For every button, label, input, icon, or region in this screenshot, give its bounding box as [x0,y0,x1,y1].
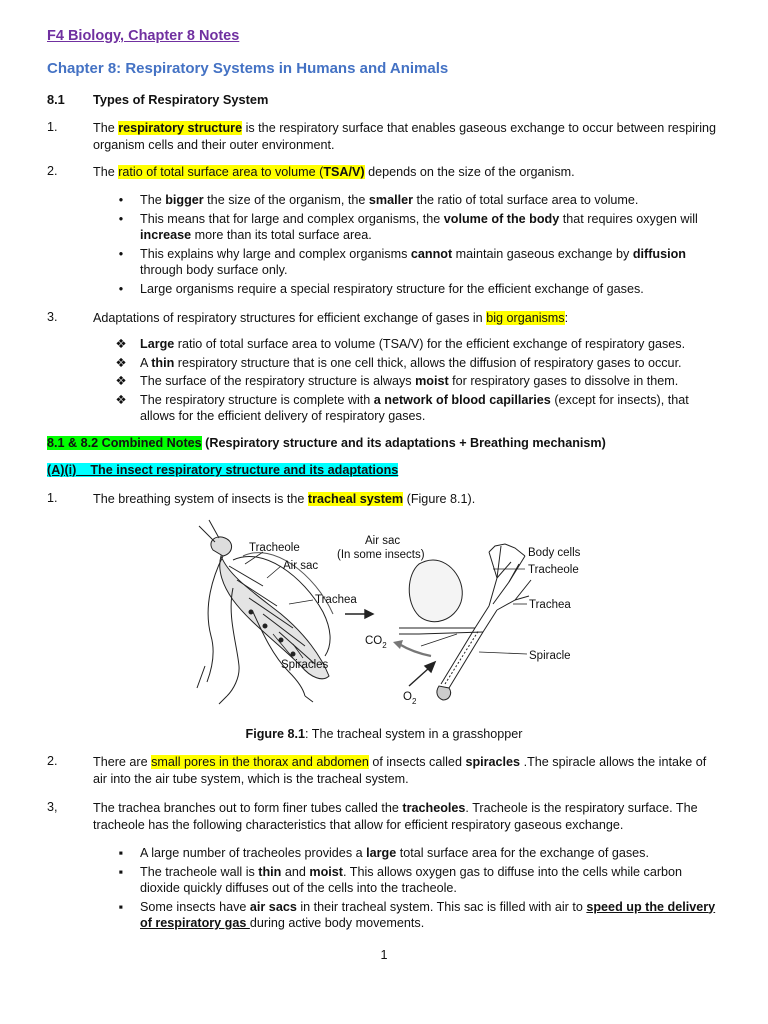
chapter-heading: Chapter 8: Respiratory Systems in Humans and Animals [47,60,449,77]
paragraph-tsa-ratio: The ratio of total surface area to volume (TSA/V) depends on the size of the organism. [93,165,575,179]
arrows [345,610,435,686]
paragraph-breathing-system: The breathing system of insects is the tracheal system (Figure 8.1). [93,492,476,506]
section-number: 8.1 [47,92,65,107]
highlight: small pores in the thorax and abdomen [151,755,369,769]
paragraph-tracheoles: The trachea branches out to form finer tubes called the tracheoles. Tracheole is the respiratory surface. The tracheole has the following characteristics that allow for efficient respiratory gaseous exchange. [93,801,698,832]
bullet-list-tracheole [115,845,725,934]
label-tracheole-left: Tracheole [249,542,300,554]
highlight: respiratory structure [118,121,243,135]
list-item: ▪ The tracheole wall is thin and moist. This allows oxygen gas to diffuse into the cells while carbon dioxide quickly diffuses out of the cells into the tracheole. [118,864,683,895]
paragraph-spiracles: There are small pores in the thorax and abdomen of insects called spiracles .The spiracle allows the intake of air into the air tube system, which is the tracheal system. [93,755,707,786]
highlight: tracheal system [307,492,404,506]
label-body-cells: Body cells [528,547,581,559]
list-item: ❖ The surface of the respiratory structure is always moist for respiratory gases to dissolve in them. [115,374,679,388]
item-number: 1. [47,120,58,134]
list-item: • Large organisms require a special respiratory structure for the efficient exchange of gases. [118,281,644,296]
label-tracheole-right: Tracheole [528,564,579,576]
list-item: • The bigger the size of the organism, the smaller the ratio of total surface area to volume. [118,193,639,207]
bullet-list-size [115,192,725,299]
item-number: 3. [47,310,58,324]
bullet-list-adaptations [115,336,725,427]
list-item: ▪ Some insects have air sacs in their tracheal system. This sac is filled with air to speed up the delivery of respiratory gas during active body movements. [118,899,716,930]
highlight: TSA/V) [323,165,365,179]
label-spiracle-right: Spiracle [529,650,571,662]
highlight: big organisms [486,311,565,325]
list-item: ▪ A large number of tracheoles provides a large total surface area for the exchange of gases. [118,846,649,860]
list-item: ❖ The respiratory structure is complete with a network of blood capillaries (except for insects), that allows for the efficient delivery of respiratory gases. [115,392,689,423]
item-number: 2. [47,164,58,178]
tracheal-system-figure [193,516,593,712]
section-title: Types of Respiratory System [93,92,269,107]
page-number: 1 [380,948,388,962]
paragraph-respiratory-structure: The respiratory structure is the respiratory surface that enables gaseous exchange to occur between respiring organism cells and their outer environment. [93,121,717,152]
figure-caption: Figure 8.1: The tracheal system in a grasshopper [245,727,523,741]
label-air-sac-left: Air sac [283,560,319,572]
label-co2: $CO_2$ [365,635,387,650]
list-item: • This explains why large and complex organisms cannot maintain gaseous exchange by diffusion through body surface only. [118,246,686,277]
label-air-sac-top: Air sac [365,535,401,547]
list-item: ❖ Large ratio of total surface area to volume (TSA/V) for the efficient exchange of respiratory gases. [115,337,686,351]
paragraph-adaptations: Adaptations of respiratory structures for efficient exchange of gases in big organisms: [93,311,569,325]
document-title: F4 Biology, Chapter 8 Notes [47,28,240,44]
label-air-sac-note: (In some insects) [337,549,425,561]
subsection-heading-insect: (A)(i) The insect respiratory structure and its adaptations [47,463,399,477]
list-item: ❖ A thin respiratory structure that is one cell thick, allows the diffusion of respiratory gases to occur. [115,355,682,370]
highlight: ratio of total surface area to volume ( [118,165,324,179]
combined-notes-heading: 8.1 & 8.2 Combined Notes (Respiratory structure and its adaptations + Breathing mechanism) [47,436,606,450]
list-item: • This means that for large and complex organisms, the volume of the body that requires oxygen will increase more than its total surface area. [118,211,698,242]
item-number: 3, [47,800,58,814]
label-trachea-right: Trachea [529,599,571,611]
label-spiracles: Spiracles [281,659,329,671]
highlight: 8.1 & 8.2 Combined Notes [47,436,202,450]
item-number: 1. [47,491,58,505]
item-number: 2. [47,754,58,768]
label-o2: $O_2$ [403,691,417,706]
label-trachea-left: Trachea [315,594,357,606]
